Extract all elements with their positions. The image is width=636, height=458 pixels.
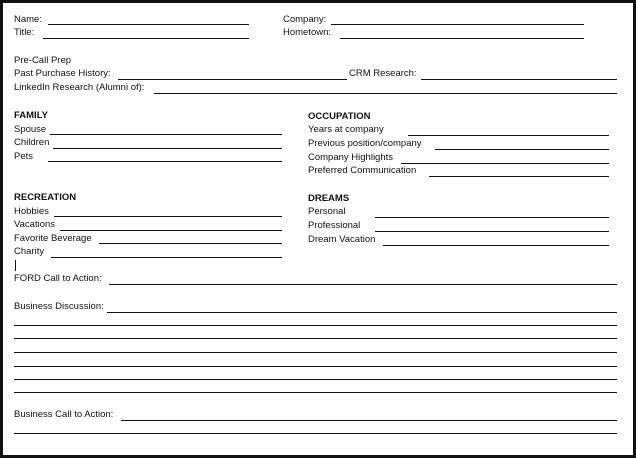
- text-cursor: [15, 260, 16, 271]
- favorite-beverage-field-line[interactable]: [99, 243, 282, 244]
- linkedin-field-line[interactable]: [154, 93, 617, 94]
- company-highlights-label: Company Highlights: [308, 152, 394, 163]
- children-label: Children: [14, 137, 50, 148]
- title-label: Title:: [14, 27, 35, 38]
- charity-field-line[interactable]: [51, 257, 282, 258]
- business-discussion-line[interactable]: [14, 379, 617, 380]
- years-label: Years at company: [308, 124, 384, 135]
- name-field-line[interactable]: [48, 24, 249, 25]
- hometown-field-line[interactable]: [340, 38, 584, 39]
- company-field-line[interactable]: [331, 24, 584, 25]
- recreation-heading: RECREATION: [14, 192, 77, 203]
- preferred-communication-label: Preferred Communication: [308, 165, 417, 176]
- hometown-label: Hometown:: [283, 27, 332, 38]
- crm-label: CRM Research:: [349, 68, 417, 79]
- company-highlights-field-line[interactable]: [401, 163, 609, 164]
- dreams-heading: DREAMS: [308, 193, 350, 204]
- business-discussion-line[interactable]: [14, 366, 617, 367]
- favorite-beverage-label: Favorite Beverage: [14, 233, 92, 244]
- years-field-line[interactable]: [408, 135, 609, 136]
- vacations-field-line[interactable]: [60, 230, 282, 231]
- personal-label: Personal: [308, 206, 346, 217]
- business-call-label: Business Call to Action:: [14, 409, 114, 420]
- business-discussion-field-line[interactable]: [107, 312, 617, 313]
- company-label: Company:: [283, 14, 327, 25]
- business-discussion-line[interactable]: [14, 325, 617, 326]
- pets-field-line[interactable]: [48, 161, 282, 162]
- past-purchase-label: Past Purchase History:: [14, 68, 111, 79]
- crm-field-line[interactable]: [421, 79, 617, 80]
- vacations-label: Vacations: [14, 219, 56, 230]
- previous-position-field-line[interactable]: [435, 149, 609, 150]
- children-field-line[interactable]: [53, 148, 282, 149]
- business-call-line[interactable]: [14, 433, 617, 434]
- dream-vacation-field-line[interactable]: [383, 245, 609, 246]
- spouse-field-line[interactable]: [50, 134, 282, 135]
- dream-vacation-label: Dream Vacation: [308, 234, 376, 245]
- charity-label: Charity: [14, 246, 45, 257]
- professional-field-line[interactable]: [375, 231, 609, 232]
- ford-call-label: FORD Call to Action:: [14, 273, 102, 284]
- pets-label: Pets: [14, 151, 34, 162]
- previous-position-label: Previous position/company: [308, 138, 422, 149]
- precall-heading: Pre-Call Prep: [14, 55, 72, 66]
- title-field-line[interactable]: [43, 38, 249, 39]
- ford-call-field-line[interactable]: [109, 284, 617, 285]
- preferred-communication-field-line[interactable]: [429, 176, 609, 177]
- family-heading: FAMILY: [14, 110, 48, 121]
- past-purchase-field-line[interactable]: [118, 79, 347, 80]
- hobbies-label: Hobbies: [14, 206, 49, 217]
- occupation-heading: OCCUPATION: [308, 111, 371, 122]
- spouse-label: Spouse: [14, 124, 47, 135]
- hobbies-field-line[interactable]: [54, 216, 282, 217]
- business-discussion-line[interactable]: [14, 338, 617, 339]
- business-discussion-line[interactable]: [14, 352, 617, 353]
- personal-field-line[interactable]: [375, 217, 609, 218]
- business-discussion-line[interactable]: [14, 392, 617, 393]
- business-discussion-label: Business Discussion:: [14, 301, 104, 312]
- linkedin-label: LinkedIn Research (Alumni of):: [14, 82, 145, 93]
- name-label: Name:: [14, 14, 42, 25]
- business-call-field-line[interactable]: [121, 420, 617, 421]
- professional-label: Professional: [308, 220, 361, 231]
